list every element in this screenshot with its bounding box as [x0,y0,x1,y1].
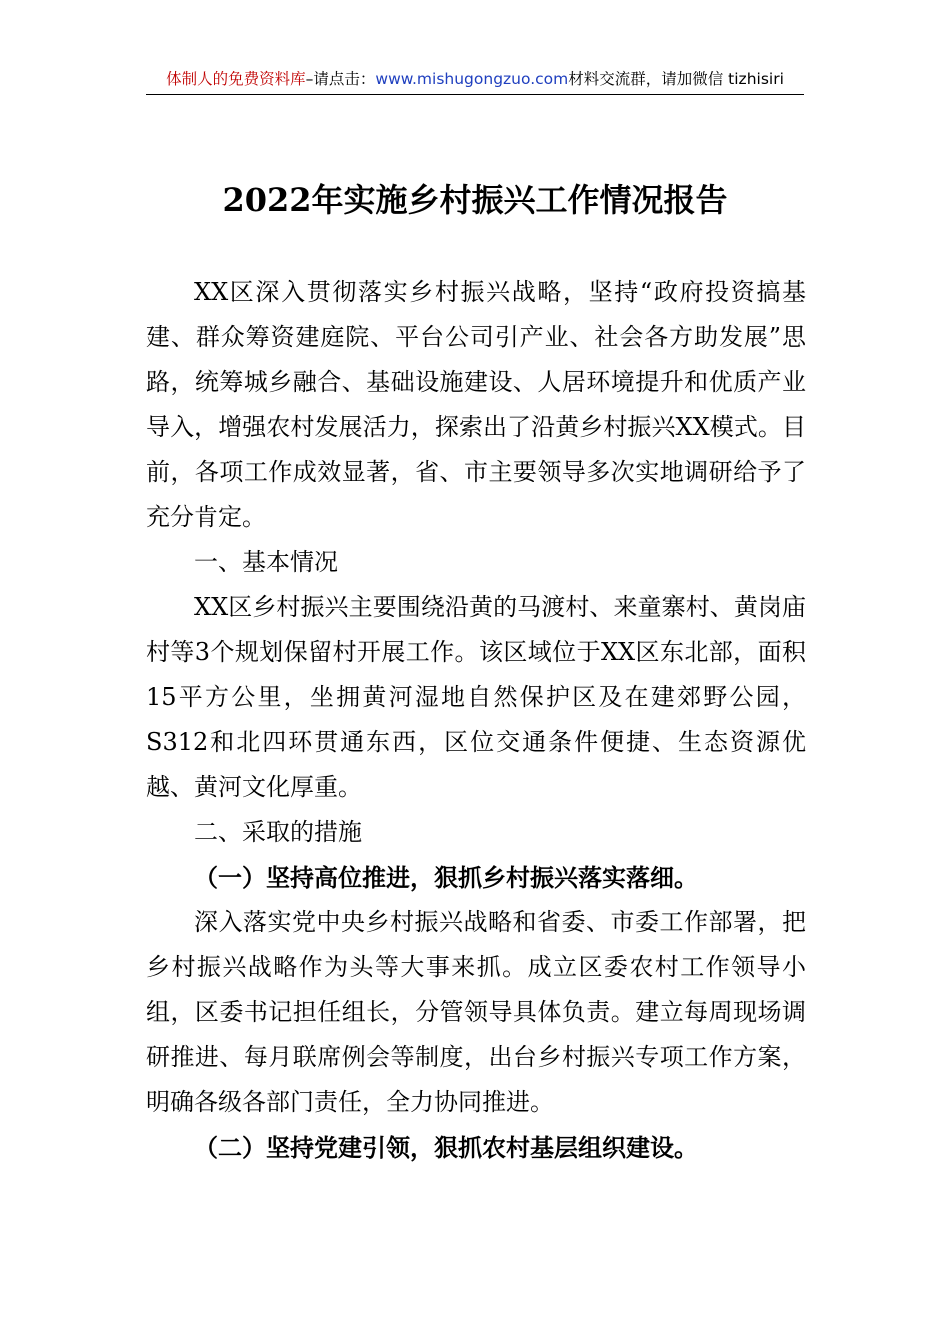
header-prompt: –请点击： [305,70,376,88]
header-link[interactable]: www.mishugongzuo.com [375,70,569,88]
basic-situation-paragraph: XX区乡村振兴主要围绕沿黄的马渡村、来童寨村、黄岗庙村等3个规划保留村开展工作。该区域位于XX区东北部，面积15平方公里，坐拥黄河湿地自然保护区及在建郊野公园，S312和北四环贯通东西，区位交通条件便捷、生态资源优越、黄河文化厚重。 [146,593,806,801]
document-title: 2022年实施乡村振兴工作情况报告 [222,181,728,219]
subsection-heading-2: （二）坚持党建引领，狠抓农村基层组织建设。 [194,1133,698,1162]
section-heading-basic: 一、基本情况 [194,548,338,576]
header-contact: 材料交流群，请加微信 tizhisiri [568,70,784,88]
subsection-heading-1: （一）坚持高位推进，狠抓乡村振兴落实落细。 [194,863,698,892]
page-header [146,66,804,95]
subsection-1-paragraph: 深入落实党中央乡村振兴战略和省委、市委工作部署，把乡村振兴战略作为头等大事来抓。成立区委农村工作领导小组，区委书记担任组长，分管领导具体负责。建立每周现场调研推进、每月联席例会等制度，出台乡村振兴专项工作方案，明确各级各部门责任，全力协同推进。 [146,908,806,1116]
header-brand: 体制人的免费资料库 [166,70,306,88]
intro-paragraph: XX区深入贯彻落实乡村振兴战略，坚持“政府投资搞基建、群众筹资建庭院、平台公司引产业、社会各方助发展”思路，统筹城乡融合、基础设施建设、人居环境提升和优质产业导入，增强农村发展活力，探索出了沿黄乡村振兴XX模式。目前，各项工作成效显著，省、市主要领导多次实地调研给予了充分肯定。 [146,278,806,531]
section-heading-measures: 二、采取的措施 [194,818,362,846]
document-body [146,270,806,1170]
